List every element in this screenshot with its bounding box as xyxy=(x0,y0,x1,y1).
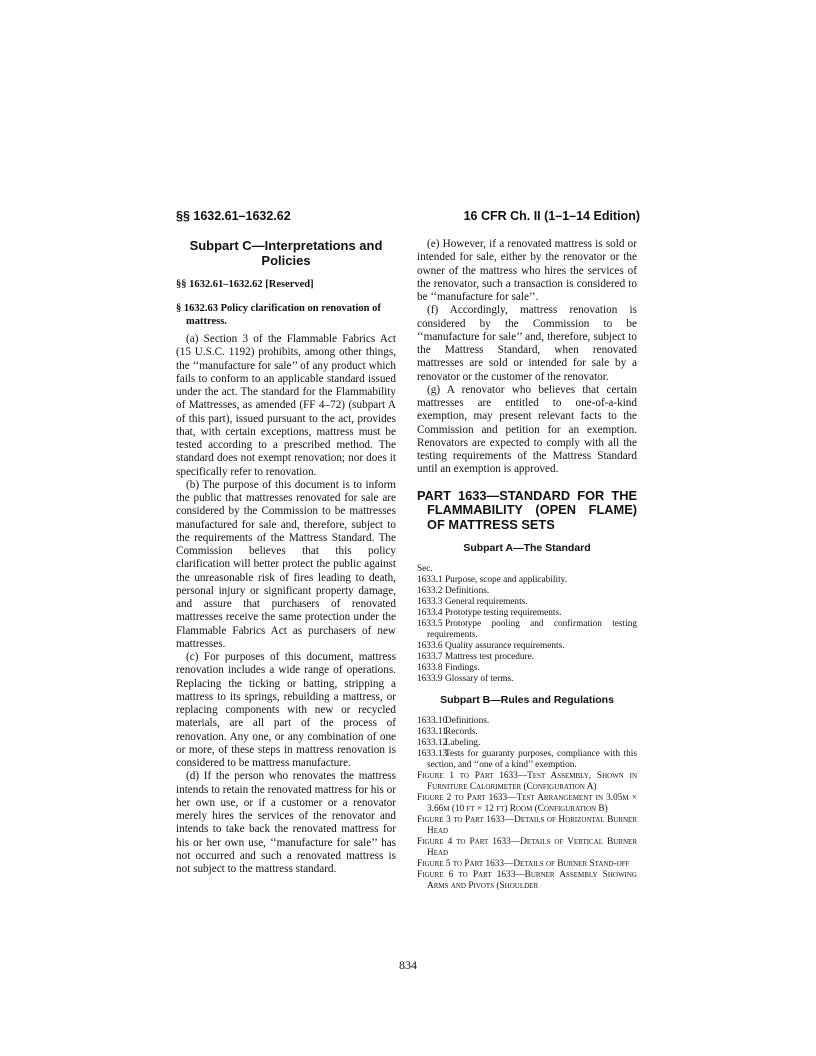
toc-item xyxy=(417,674,637,685)
toc-number: 1633.5 xyxy=(417,618,443,629)
figure-list-item: Figure 2 to Part 1633—Test Arrangement in 3.05m × 3.66m (10 ft × 12 ft) Room (Configuration B) xyxy=(417,793,637,815)
left-column xyxy=(176,238,396,876)
toc-item xyxy=(417,597,637,608)
toc-item xyxy=(417,641,637,652)
toc-text: Prototype pooling and confirmation testing requirements. xyxy=(427,618,637,640)
running-header-edition: 16 CFR Ch. II (1–1–14 Edition) xyxy=(463,209,640,223)
figure-list-item: Figure 5 to Part 1633—Details of Burner Stand-off xyxy=(417,858,630,869)
paragraph-f: (f) Accordingly, mattress renovation is considered by the Commission to be ‘‘manufacture for sale’’ and, therefore, subject to the Mattress Standard, when renovated mattresses are sold or intended for sale by a renovator or the customer of the renovator. xyxy=(417,304,637,383)
toc-text: Definitions. xyxy=(445,585,490,596)
toc-text: Purpose, scope and applicability. xyxy=(445,574,568,585)
toc-number: 1633.9 xyxy=(417,673,443,684)
toc-number: 1633.1 xyxy=(417,574,443,585)
toc-text: Prototype testing requirements. xyxy=(445,607,562,618)
toc-number: 1633.6 xyxy=(417,640,443,651)
toc-item xyxy=(417,575,637,586)
subpart-a-title: Subpart A—The Standard xyxy=(463,542,591,554)
section-1632-63-heading: § 1632.63 Policy clarification on renovation of mattress. xyxy=(176,303,381,327)
right-column xyxy=(417,238,637,892)
toc-item xyxy=(417,738,637,749)
toc-text: General requirements. xyxy=(445,596,528,607)
toc-item xyxy=(417,619,637,641)
page-number: 834 xyxy=(399,958,417,972)
toc-item xyxy=(417,749,637,771)
toc-item xyxy=(417,716,637,727)
paragraph-e: (e) However, if a renovated mattress is sold or intended for sale, either by the renovator or the owner of the mattress who hires the services of the renovator, such a transaction is considered to be ‘‘manufacture for sale’’. xyxy=(417,238,637,303)
toc-text: Definitions. xyxy=(445,716,490,727)
toc-number: 1633.13 xyxy=(417,749,448,760)
toc-number: 1633.8 xyxy=(417,662,443,673)
reserved-sections-heading: §§ 1632.61–1632.62 [Reserved] xyxy=(176,279,314,290)
part-1633-title: PART 1633—STANDARD FOR THE FLAMMABILITY (OPEN FLAME) OF MATTRESS SETS xyxy=(417,487,637,532)
toc-text: Glossary of terms. xyxy=(445,673,514,684)
subpart-b-title: Subpart B—Rules and Regulations xyxy=(440,694,614,707)
toc-item xyxy=(417,586,637,597)
subpart-c-title: Subpart C—Interpretations and Policies xyxy=(189,238,383,268)
toc-number: 1633.2 xyxy=(417,585,443,596)
toc-text: Mattress test procedure. xyxy=(445,651,535,662)
running-header-section-range: §§ 1632.61–1632.62 xyxy=(176,209,291,223)
toc-text: Tests for guaranty purposes, compliance with this section, and ‘‘one of a kind’’ exemption. xyxy=(427,749,637,771)
paragraph-c: (c) For purposes of this document, mattress renovation includes a wide range of operations. Replacing the ticking or batting, stripping a mattress to its springs, rebuilding a mattress, or replacing components with new or recycled materials, are all part of the process of renovation. Any one, or any combination of one or more, of these steps in mattress renovation is considered to be mattress manufacture. xyxy=(176,651,396,769)
toc-item xyxy=(417,608,637,619)
toc-item xyxy=(417,652,637,663)
figure-list-item: Figure 4 to Part 1633—Details of Vertical Burner Head xyxy=(417,836,637,858)
toc-number: 1633.10 xyxy=(417,716,448,727)
toc-number: 1633.12 xyxy=(417,738,448,749)
figure-list-item: Figure 6 to Part 1633—Burner Assembly Showing Arms and Pivots (Shoulder xyxy=(417,869,637,891)
toc-text: Records. xyxy=(445,727,478,738)
figure-list-item: Figure 1 to Part 1633—Test Assembly, Shown in Furniture Calorimeter (Configuration A) xyxy=(417,771,637,793)
sec-label: Sec. xyxy=(417,564,433,574)
toc-item xyxy=(417,663,637,674)
toc-number: 1633.11 xyxy=(417,727,447,738)
paragraph-b: (b) The purpose of this document is to inform the public that mattresses renovated for sale are considered by the Commission to be mattresses manufactured for sale and, therefore, subject to the requirements of the Mattress Standard. The Commission believes that this policy clarification will better protect the public against the unreasonable risk of fires leading to death, personal injury or significant property damage, and assure that purchasers of renovated mattresses receive the same protection under the Flammable Fabrics Act as purchasers of new mattresses. xyxy=(176,478,396,650)
subpart-b-contents xyxy=(417,716,637,891)
toc-text: Quality assurance requirements. xyxy=(445,640,565,651)
figure-list-item: Figure 3 to Part 1633—Details of Horizontal Burner Head xyxy=(417,815,637,837)
toc-number: 1633.7 xyxy=(417,651,443,662)
toc-text: Labeling. xyxy=(445,738,481,749)
subpart-a-contents xyxy=(417,564,637,684)
toc-item xyxy=(417,727,637,738)
toc-number: 1633.3 xyxy=(417,596,443,607)
paragraph-a: (a) Section 3 of the Flammable Fabrics Act (15 U.S.C. 1192) prohibits, among other things, the ‘‘manufacture for sale’’ of any product which fails to conform to an applicable standard issued under the act. The standard for the Flammability of Mattresses, as amended (FF 4–72) (subpart A of this part), issued pursuant to the act, provides that, with certain exceptions, mattress must be tested according to a prescribed method. The standard does not exempt renovation; nor does it specifically refer to renovation. xyxy=(176,333,396,478)
paragraph-g: (g) A renovator who believes that certain mattresses are entitled to one-of-a-kind exemption, may present relevant facts to the Commission and petition for an exemption. Renovators are expected to comply with all the testing requirements of the Mattress Standard until an exemption is approved. xyxy=(417,383,637,476)
toc-number: 1633.4 xyxy=(417,607,443,618)
toc-text: Findings. xyxy=(445,662,480,673)
paragraph-d: (d) If the person who renovates the mattress intends to retain the renovated mattress for his or her own use, or if a customer or a renovator merely hires the services of the renovator and intends to take back the renovated mattress for his or her own use, ‘‘manufacture for sale’’ has not occurred and such a renovated mattress is not subject to the mattress standard. xyxy=(176,770,396,875)
